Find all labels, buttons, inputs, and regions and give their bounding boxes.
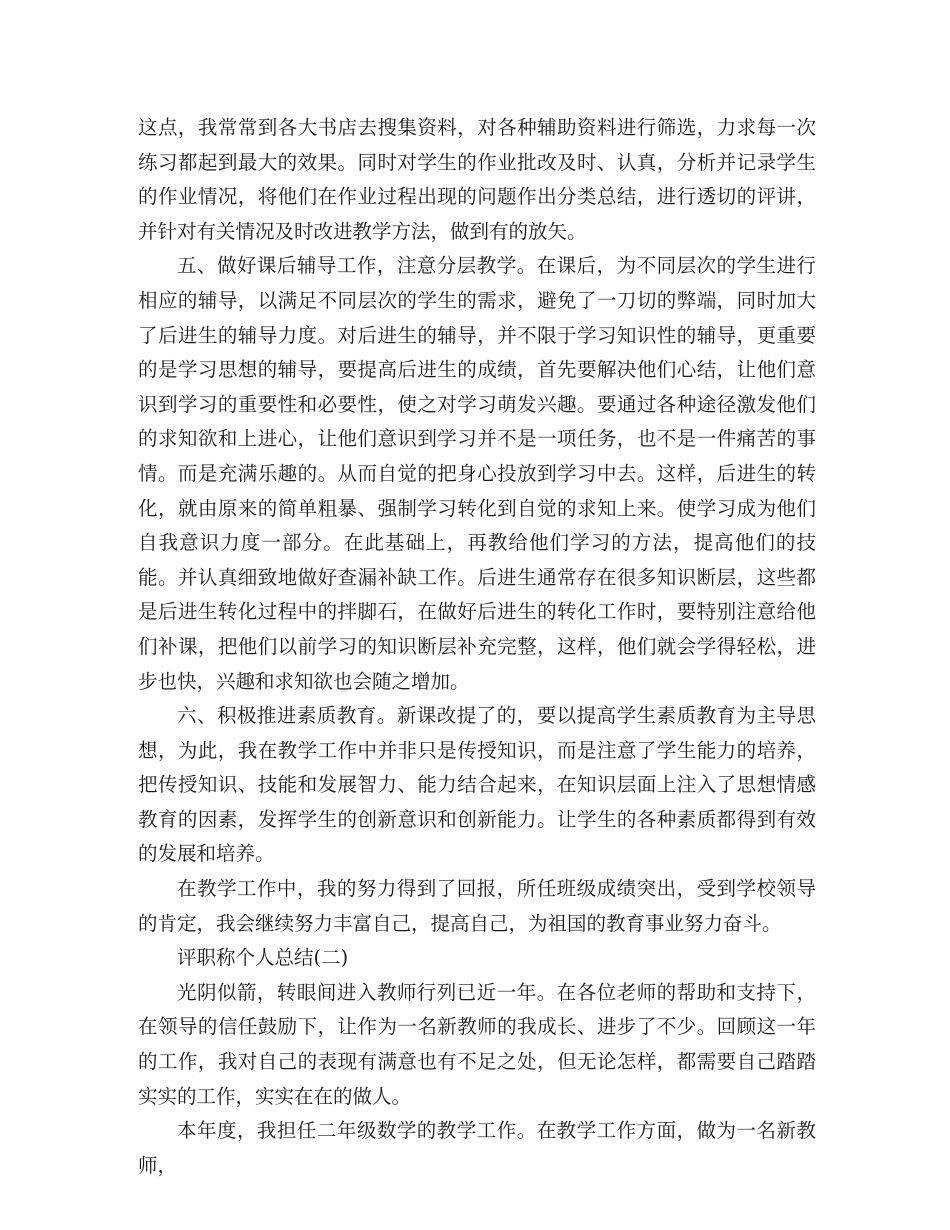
- section-heading: 评职称个人总结(二): [177, 946, 349, 970]
- document-body: [138, 111, 816, 1183]
- paragraph-teaching-duty: 本年度，我担任二年级数学的教学工作。在教学工作方面，做为一名新教师，: [138, 1119, 816, 1177]
- paragraph-results: 在教学工作中，我的努力得到了回报，所任班级成绩突出，受到学校领导的肯定，我会继续努力丰富自己，提高自己，为祖国的教育事业努力奋斗。: [138, 877, 816, 935]
- paragraph-intro: 光阴似箭，转眼间进入教师行列已近一年。在各位老师的帮助和支持下，在领导的信任鼓励下，让作为一名新教师的我成长、进步了不少。回顾这一年的工作，我对自己的表现有满意也有不足之处，但无论怎样，都需要自己踏踏实实的工作，实实在在的做人。: [138, 980, 816, 1108]
- paragraph-quality-education: 六、积极推进素质教育。新课改提了的，要以提高学生素质教育为主导思想，为此，我在教学工作中并非只是传授知识，而是注意了学生能力的培养，把传授知识、技能和发展智力、能力结合起来，在知识层面上注入了思想情感教育的因素，发挥学生的创新意识和创新能力。让学生的各种素质都得到有效的发展和培养。: [138, 704, 816, 866]
- paragraph-continuation: 这点，我常常到各大书店去搜集资料，对各种辅助资料进行筛选，力求每一次练习都起到最大的效果。同时对学生的作业批改及时、认真，分析并记录学生的作业情况，将他们在作业过程出现的问题作出分类总结，进行透切的评讲，并针对有关情况及时改进教学方法，做到有的放矢。: [138, 116, 816, 243]
- paragraph-tutoring: 五、做好课后辅导工作，注意分层教学。在课后，为不同层次的学生进行相应的辅导，以满足不同层次的学生的需求，避免了一刀切的弊端，同时加大了后进生的辅导力度。对后进生的辅导，并不限于学习知识性的辅导，更重要的是学习思想的辅导，要提高后进生的成绩，首先要解决他们心结，让他们意识到学习的重要性和必要性，使之对学习萌发兴趣。要通过各种途径激发他们的求知欲和上进心，让他们意识到学习并不是一项任务，也不是一件痛苦的事情。而是充满乐趣的。从而自觉的把身心投放到学习中去。这样，后进生的转化，就由原来的简单粗暴、强制学习转化到自觉的求知上来。使学习成为他们自我意识力度一部分。在此基础上，再教给他们学习的方法，提高他们的技能。并认真细致地做好查漏补缺工作。后进生通常存在很多知识断层，这些都是后进生转化过程中的拌脚石，在做好后进生的转化工作时，要特别注意给他们补课，把他们以前学习的知识断层补充完整，这样，他们就会学得轻松，进步也快，兴趣和求知欲也会随之增加。: [138, 254, 816, 693]
